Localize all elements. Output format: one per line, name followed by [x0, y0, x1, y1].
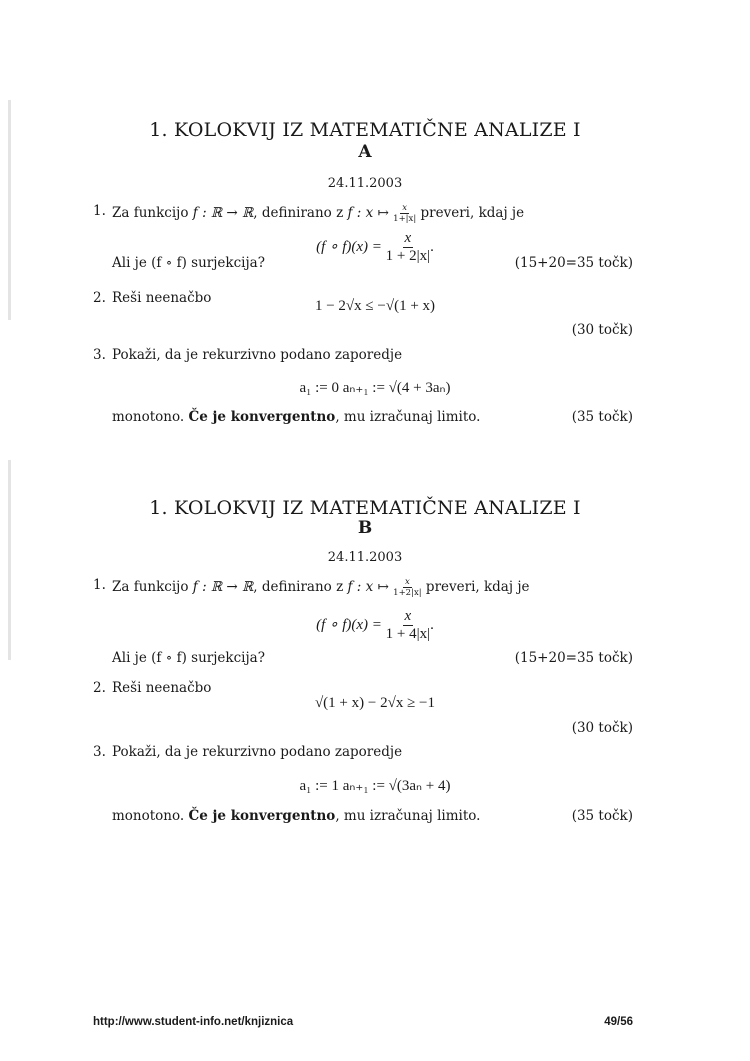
question-3-recurrence: a₁ := 0 aₙ₊₁ := √(4 + 3aₙ)	[299, 380, 451, 396]
question-1-points: (15+20=35 točk)	[514, 650, 633, 666]
question-number: 1.	[93, 203, 106, 219]
question-1-text: Za funkcijo f : ℝ → ℝ, definirano z f : x ↦ $\frac{x}{1+|x|}$ preveri, kdaj je	[112, 203, 525, 224]
version-label: A	[358, 142, 372, 162]
question-3-points: (35 točk)	[571, 808, 633, 824]
question-3-points: (35 točk)	[571, 409, 633, 425]
question-3-text: Pokaži, da je rekurzivno podano zaporedje	[112, 744, 403, 760]
question-1-points: (15+20=35 točk)	[514, 255, 633, 271]
question-number: 2.	[93, 290, 106, 306]
question-1-text: Za funkcijo f : ℝ → ℝ, definirano z f : x ↦ $\frac{x}{1+2|x|}$ preveri, kdaj je	[112, 577, 530, 598]
page-number: 49/56	[604, 1016, 633, 1028]
question-3-recurrence: a₁ := 1 aₙ₊₁ := √(3aₙ + 4)	[299, 778, 451, 794]
question-1-equation: (f ∘ f)(x) = $\frac{x}{1 + 2|x|}$ .	[316, 230, 434, 264]
question-3-text: Pokaži, da je rekurzivno podano zaporedje	[112, 347, 403, 363]
question-number: 2.	[93, 680, 106, 696]
question-1-equation: (f ∘ f)(x) = $\frac{x}{1 + 4|x|}$ .	[316, 608, 434, 642]
question-2-inequality: 1 − 2√x ≤ −√(1 + x)	[314, 298, 436, 314]
version-label: B	[357, 518, 373, 538]
question-3-tail: monotono. Če je konvergentno, mu izračunaj limito.	[112, 808, 481, 824]
footer-url-link[interactable]: http://www.student-info.net/knjiznica	[93, 1016, 294, 1028]
question-2-inequality: √(1 + x) − 2√x ≥ −1	[314, 695, 436, 711]
question-1-ask: Ali je (f ∘ f) surjekcija?	[112, 650, 265, 666]
exam-title: 1. KOLOKVIJ IZ MATEMATIČNE ANALIZE I	[149, 497, 581, 519]
exam-date: 24.11.2003	[327, 176, 403, 191]
question-2-text: Reši neenačbo	[112, 290, 212, 306]
question-1-ask: Ali je (f ∘ f) surjekcija?	[112, 255, 265, 271]
question-number: 3.	[93, 347, 106, 363]
question-number: 1.	[93, 577, 106, 593]
exam-date: 24.11.2003	[327, 550, 403, 565]
question-2-points: (30 točk)	[571, 720, 633, 736]
question-number: 3.	[93, 744, 106, 760]
exam-title: 1. KOLOKVIJ IZ MATEMATIČNE ANALIZE I	[149, 119, 581, 141]
question-2-text: Reši neenačbo	[112, 680, 212, 696]
question-3-tail: monotono. Če je konvergentno, mu izračunaj limito.	[112, 409, 481, 425]
question-2-points: (30 točk)	[571, 322, 633, 338]
